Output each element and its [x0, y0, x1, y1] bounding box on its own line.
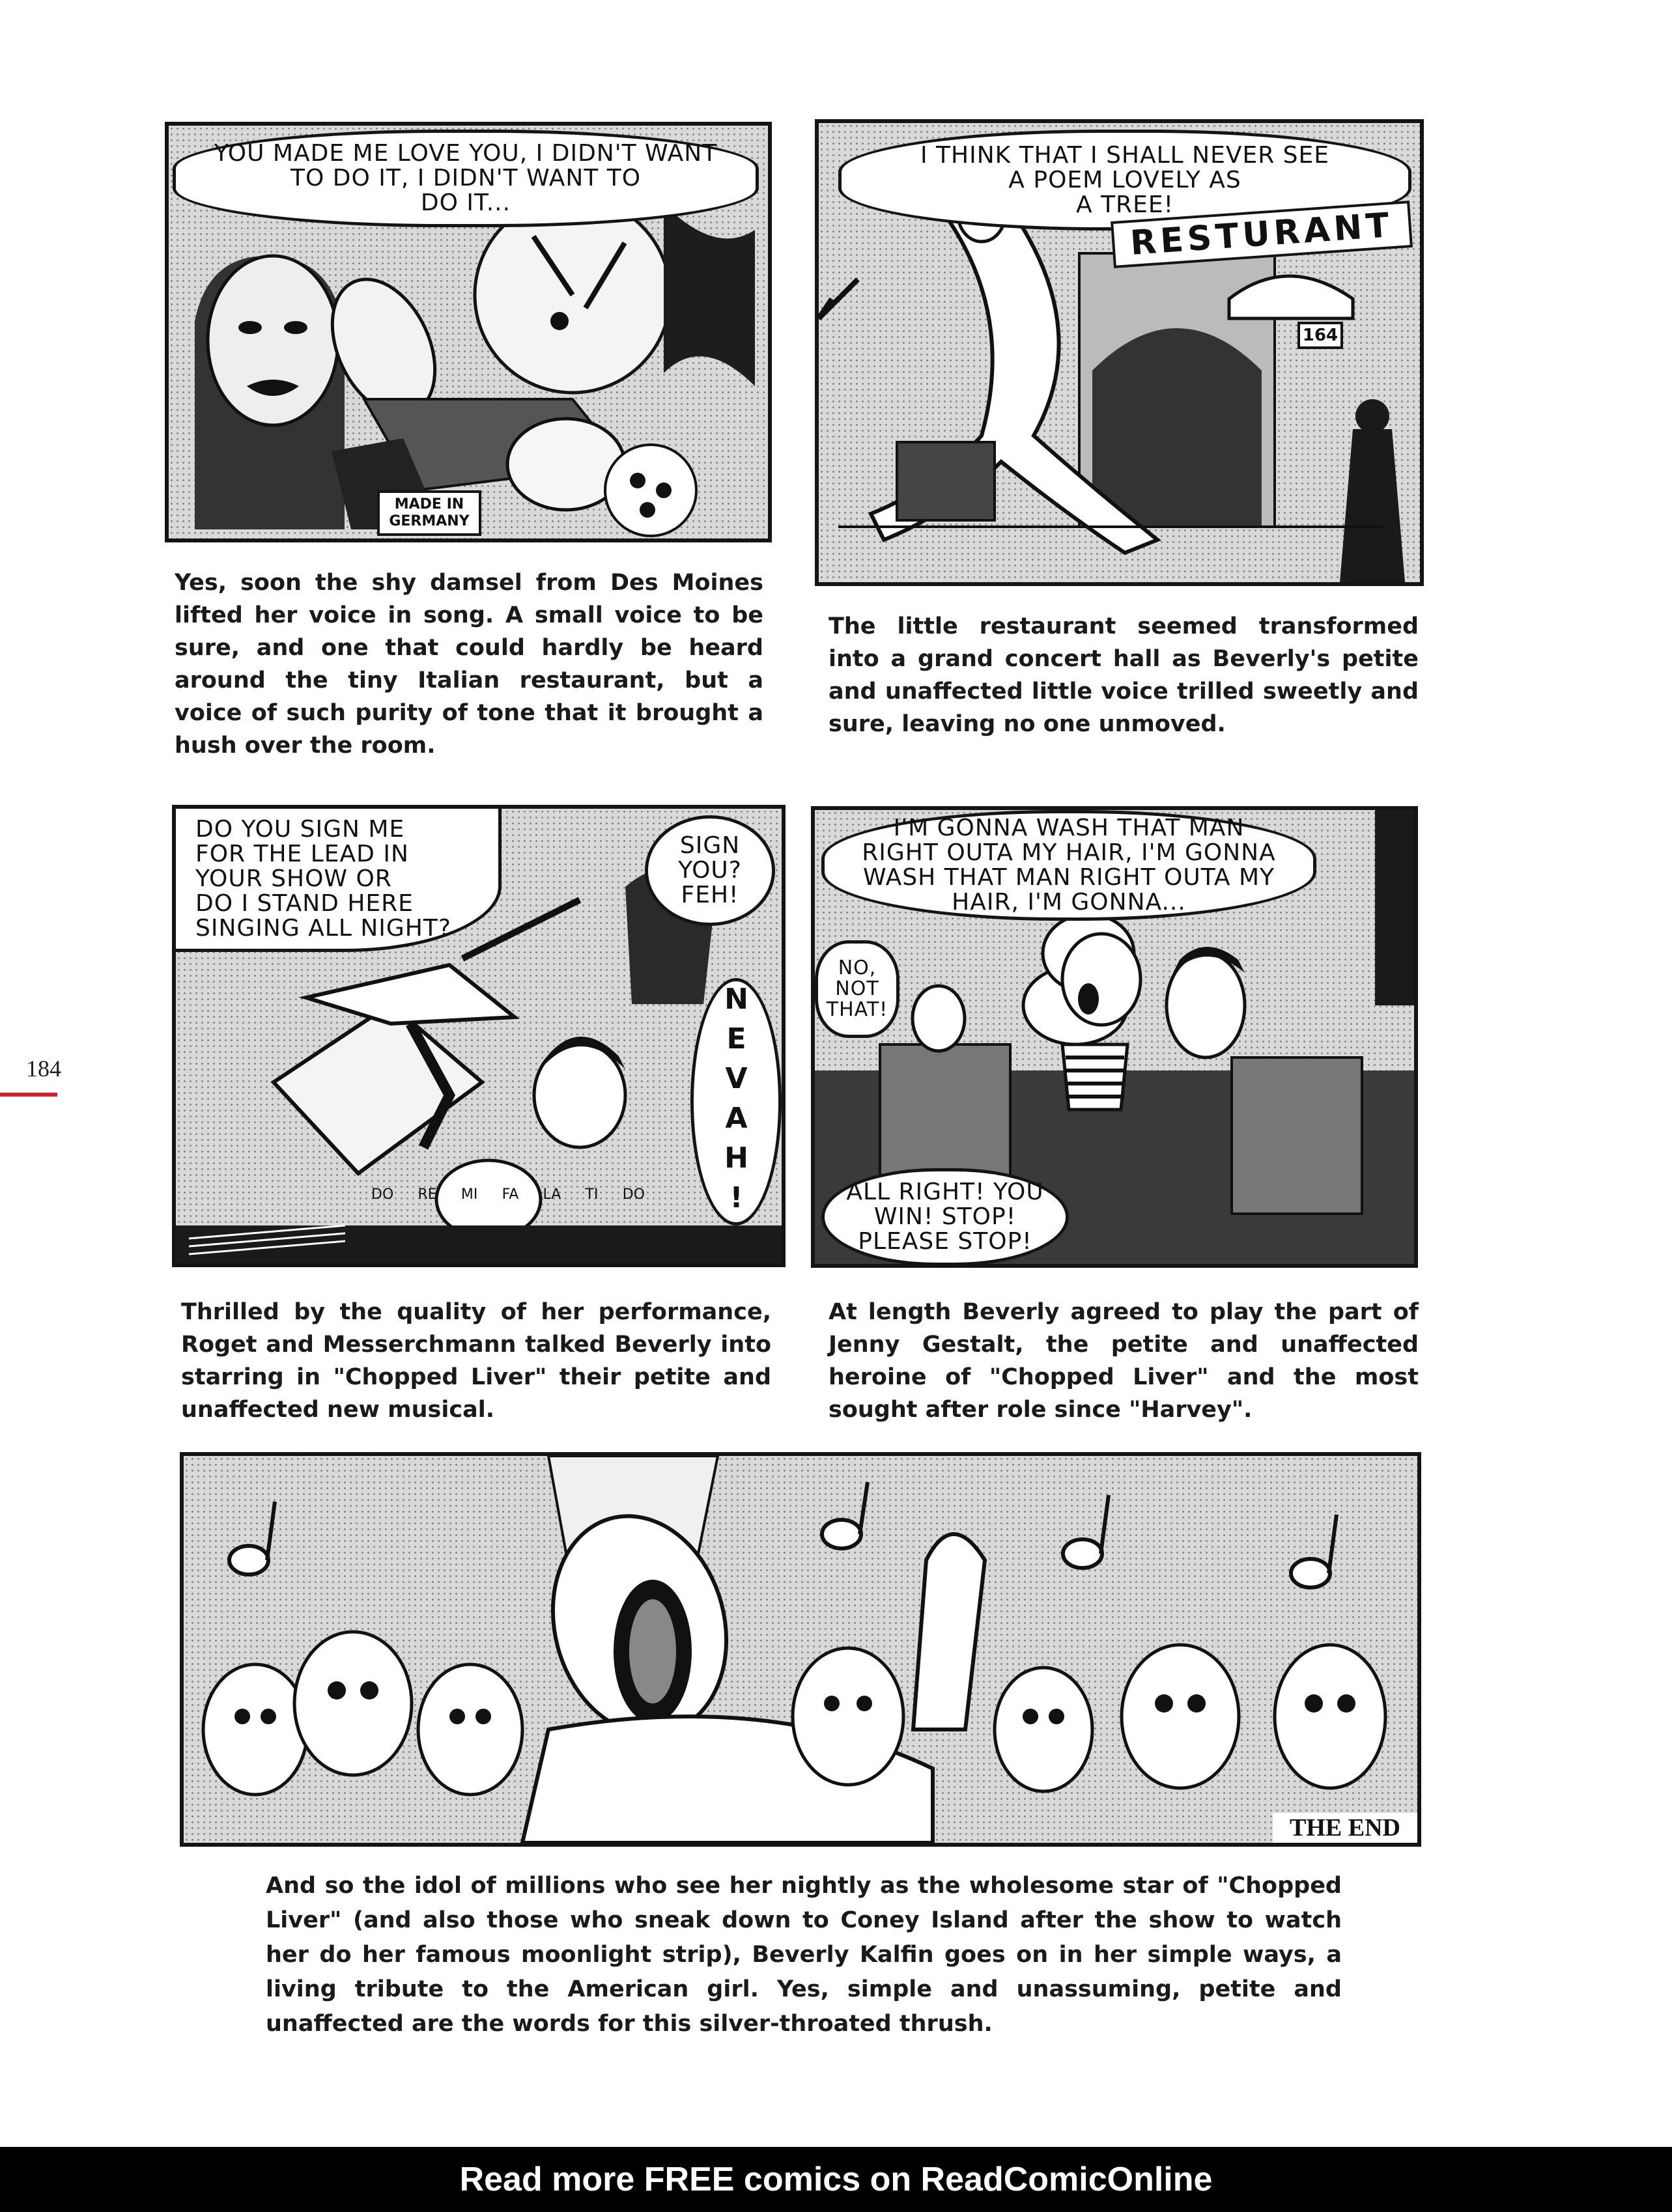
speech-bubble-all-right-stop: ALL RIGHT! YOU WIN! STOP! PLEASE STOP! [821, 1168, 1069, 1266]
note-fa: FA [502, 1186, 519, 1203]
speech-bubble-no-not-that: NO, NOT THAT! [815, 940, 900, 1038]
page-number: 184 [26, 1056, 61, 1082]
door-number-sign: 164 [1297, 322, 1343, 349]
caption-panel-5: And so the idol of millions who see her nightly as the wholesome star of "Chopped Liver" (and also those who sneak down to Coney Island after the show to watch her do her famous moonlight strip), Beverly Kalfin goes on in her simple ways, a living tribute to the American girl. Yes, simple and unassuming, petite and unaffected are the words for this silver-throated thrush. [266, 1873, 1342, 2037]
note-ti: TI [585, 1186, 599, 1203]
caption-panel-1: Yes, soon the shy damsel from Des Moines lifted her voice in song. A small voice to be sure, and one that could hardly be heard around the tiny Italian restaurant, but a voice of such purity of tone that it brought a hush over the room. [175, 570, 763, 759]
note-do: DO [371, 1186, 394, 1203]
note-do-high: DO [622, 1186, 645, 1203]
caption-panel-4: At length Beverly agreed to play the part of Jenny Gestalt, the petite and unaffected heroine of "Chopped Liver" and the most sought after role since "Harvey". [829, 1299, 1419, 1423]
the-end-label: THE END [1273, 1813, 1417, 1843]
caption-panel-3: Thrilled by the quality of her performance, Roget and Messerchmann talked Beverly into starring in "Chopped Liver" their petite and unaffected new musical. [181, 1299, 771, 1423]
footer-banner[interactable] [0, 2147, 1672, 2212]
panel-5-art [184, 1456, 1417, 1843]
panel-4 [811, 806, 1418, 1268]
note-la: LA [543, 1186, 561, 1203]
panel-3 [172, 805, 786, 1267]
speech-bubble-poem-tree: I THINK THAT I SHALL NEVER SEE A POEM LOVELY AS A TREE! [838, 130, 1411, 231]
caption-panel-2: The little restaurant seemed transformed into a grand concert hall as Beverly's petite and unaffected little voice trilled sweetly and sure, leaving no one unmoved. [829, 613, 1419, 737]
speech-bubble-you-made-me: YOU MADE ME LOVE YOU, I DIDN'T WANT TO DO IT, I DIDN'T WANT TO DO IT... [173, 130, 759, 227]
note-re: RE [418, 1186, 437, 1203]
made-in-germany-sign: MADE IN GERMANY [377, 490, 481, 536]
speech-bubble-nevah [690, 978, 782, 1225]
restaurant-sign: RESTURANT [1111, 201, 1413, 268]
note-mi: MI [461, 1186, 478, 1203]
nevah-text: NEVAH! [720, 983, 753, 1221]
footer-text[interactable]: Read more FREE comics on ReadComicOnline [459, 2161, 1213, 2198]
speech-bubble-wash-that-man: I'M GONNA WASH THAT MAN RIGHT OUTA MY HAIR, I'M GONNA WASH THAT MAN RIGHT OUTA MY HAIR, I'M GONNA... [821, 810, 1316, 921]
speech-bubble-sign-you: SIGN YOU? FEH! [645, 815, 775, 926]
panel-1 [165, 122, 772, 542]
panel-5 [180, 1452, 1421, 1847]
speech-bubble-sign-me: DO YOU SIGN ME FOR THE LEAD IN YOUR SHOW OR DO I STAND HERE SINGING ALL NIGHT? [176, 809, 502, 952]
musical-notes-row [371, 1186, 645, 1225]
page-number-rule [0, 1093, 57, 1097]
panel-2 [815, 119, 1424, 586]
